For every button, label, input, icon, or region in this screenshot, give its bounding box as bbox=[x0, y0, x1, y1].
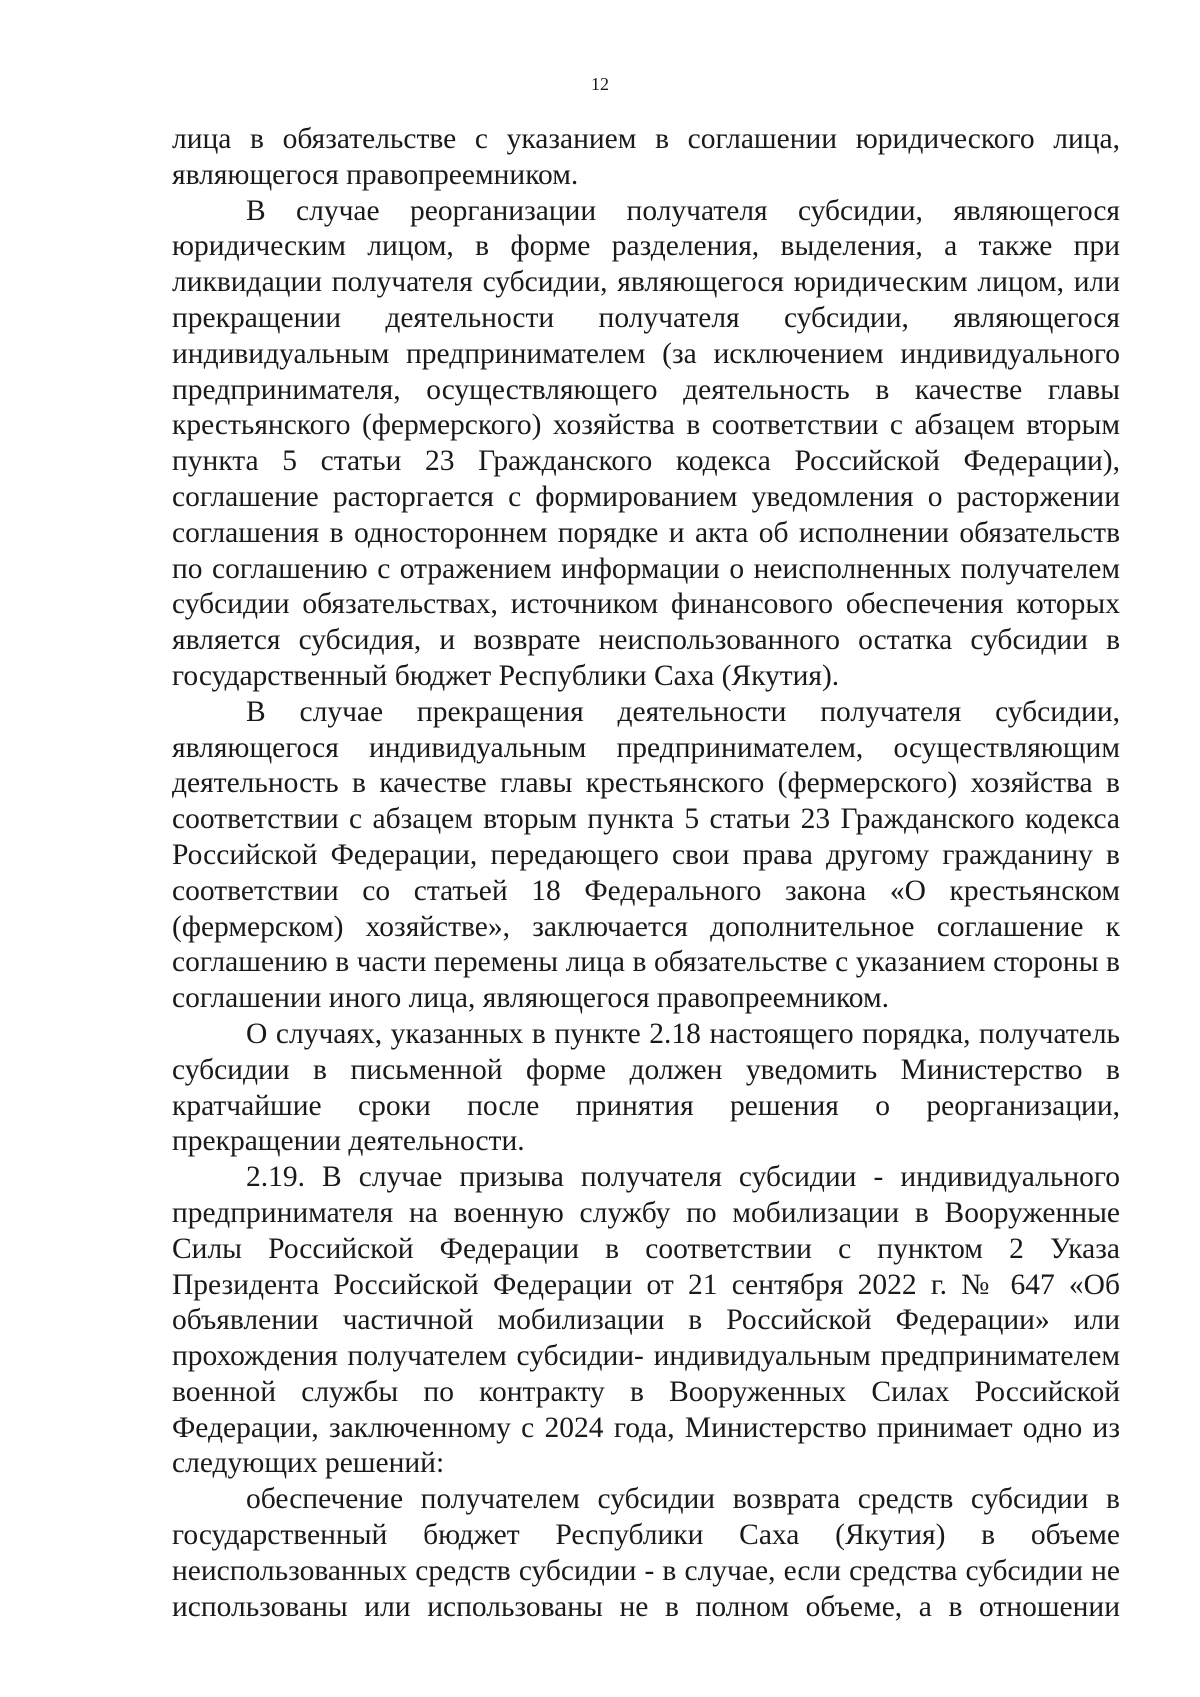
paragraph-notification: О случаях, указанных в пункте 2.18 настоящего порядка, получатель субсидии в письменной форме должен уведомить Министерство в кратчайшие сроки после принятия решения о реорганизации, прекращении деятельности. bbox=[172, 1017, 1120, 1158]
document-body bbox=[172, 122, 1120, 1625]
paragraph-refund-decision: обеспечение получателем субсидии возврата средств субсидии в государственный бюджет Республики Саха (Якутия) в объеме неиспользованных средств субсидии - в случае, если средства субсидии не использованы или использованы не в полном объеме, а в отношении bbox=[172, 1483, 1120, 1623]
paragraph-reorganization: В случае реорганизации получателя субсидии, являющегося юридическим лицом, в форме разделения, выделения, а также при ликвидации получателя субсидии, являющегося юридическим лицом, или прекращении деятельности получателя субсидии, являющегося индивидуальным предпринимателем (за исключением индивидуального предпринимателя, осуществляющего деятельность в качестве главы крестьянского (фермерского) хозяйства в соответствии с абзацем вторым пункта 5 статьи 23 Гражданского кодекса Российской Федерации), соглашение расторгается с формированием уведомления о расторжении соглашения в одностороннем порядке и акта об исполнении обязательств по соглашению с отражением информации о неисполненных получателем субсидии обязательствах, источником финансового обеспечения которых является субсидия, и возврате неиспользованного остатка субсидии в государственный бюджет Республики Саха (Якутия). bbox=[172, 194, 1120, 692]
paragraph-termination: В случае прекращения деятельности получателя субсидии, являющегося индивидуальным предпринимателем, осуществляющим деятельность в качестве главы крестьянского (фермерского) хозяйства в соответствии с абзацем вторым пункта 5 статьи 23 Гражданского кодекса Российской Федерации, передающего свои права другому гражданину в соответствии со статьей 18 Федерального закона «О крестьянском (фермерском) хозяйстве», заключается дополнительное соглашение к соглашению в части перемены лица в обязательстве с указанием стороны в соглашении иного лица, являющегося правопреемником. bbox=[172, 695, 1120, 1015]
page-number: 12 bbox=[591, 74, 609, 94]
paragraph-continuation: лица в обязательстве с указанием в соглашении юридического лица, являющегося правопреемником. bbox=[172, 123, 1120, 191]
paragraph-clause-2-19: 2.19. В случае призыва получателя субсидии - индивидуального предпринимателя на военную службу по мобилизации в Вооруженные Силы Российской Федерации в соответствии с пунктом 2 Указа Президента Российской Федерации от 21 сентября 2022 г. № 647 «Об объявлении частичной мобилизации в Российской Федерации» или прохождения получателем субсидии- индивидуальным предпринимателем военной службы по контракту в Вооруженных Силах Российской Федерации, заключенному с 2024 года, Министерство принимает одно из следующих решений: bbox=[172, 1161, 1120, 1480]
